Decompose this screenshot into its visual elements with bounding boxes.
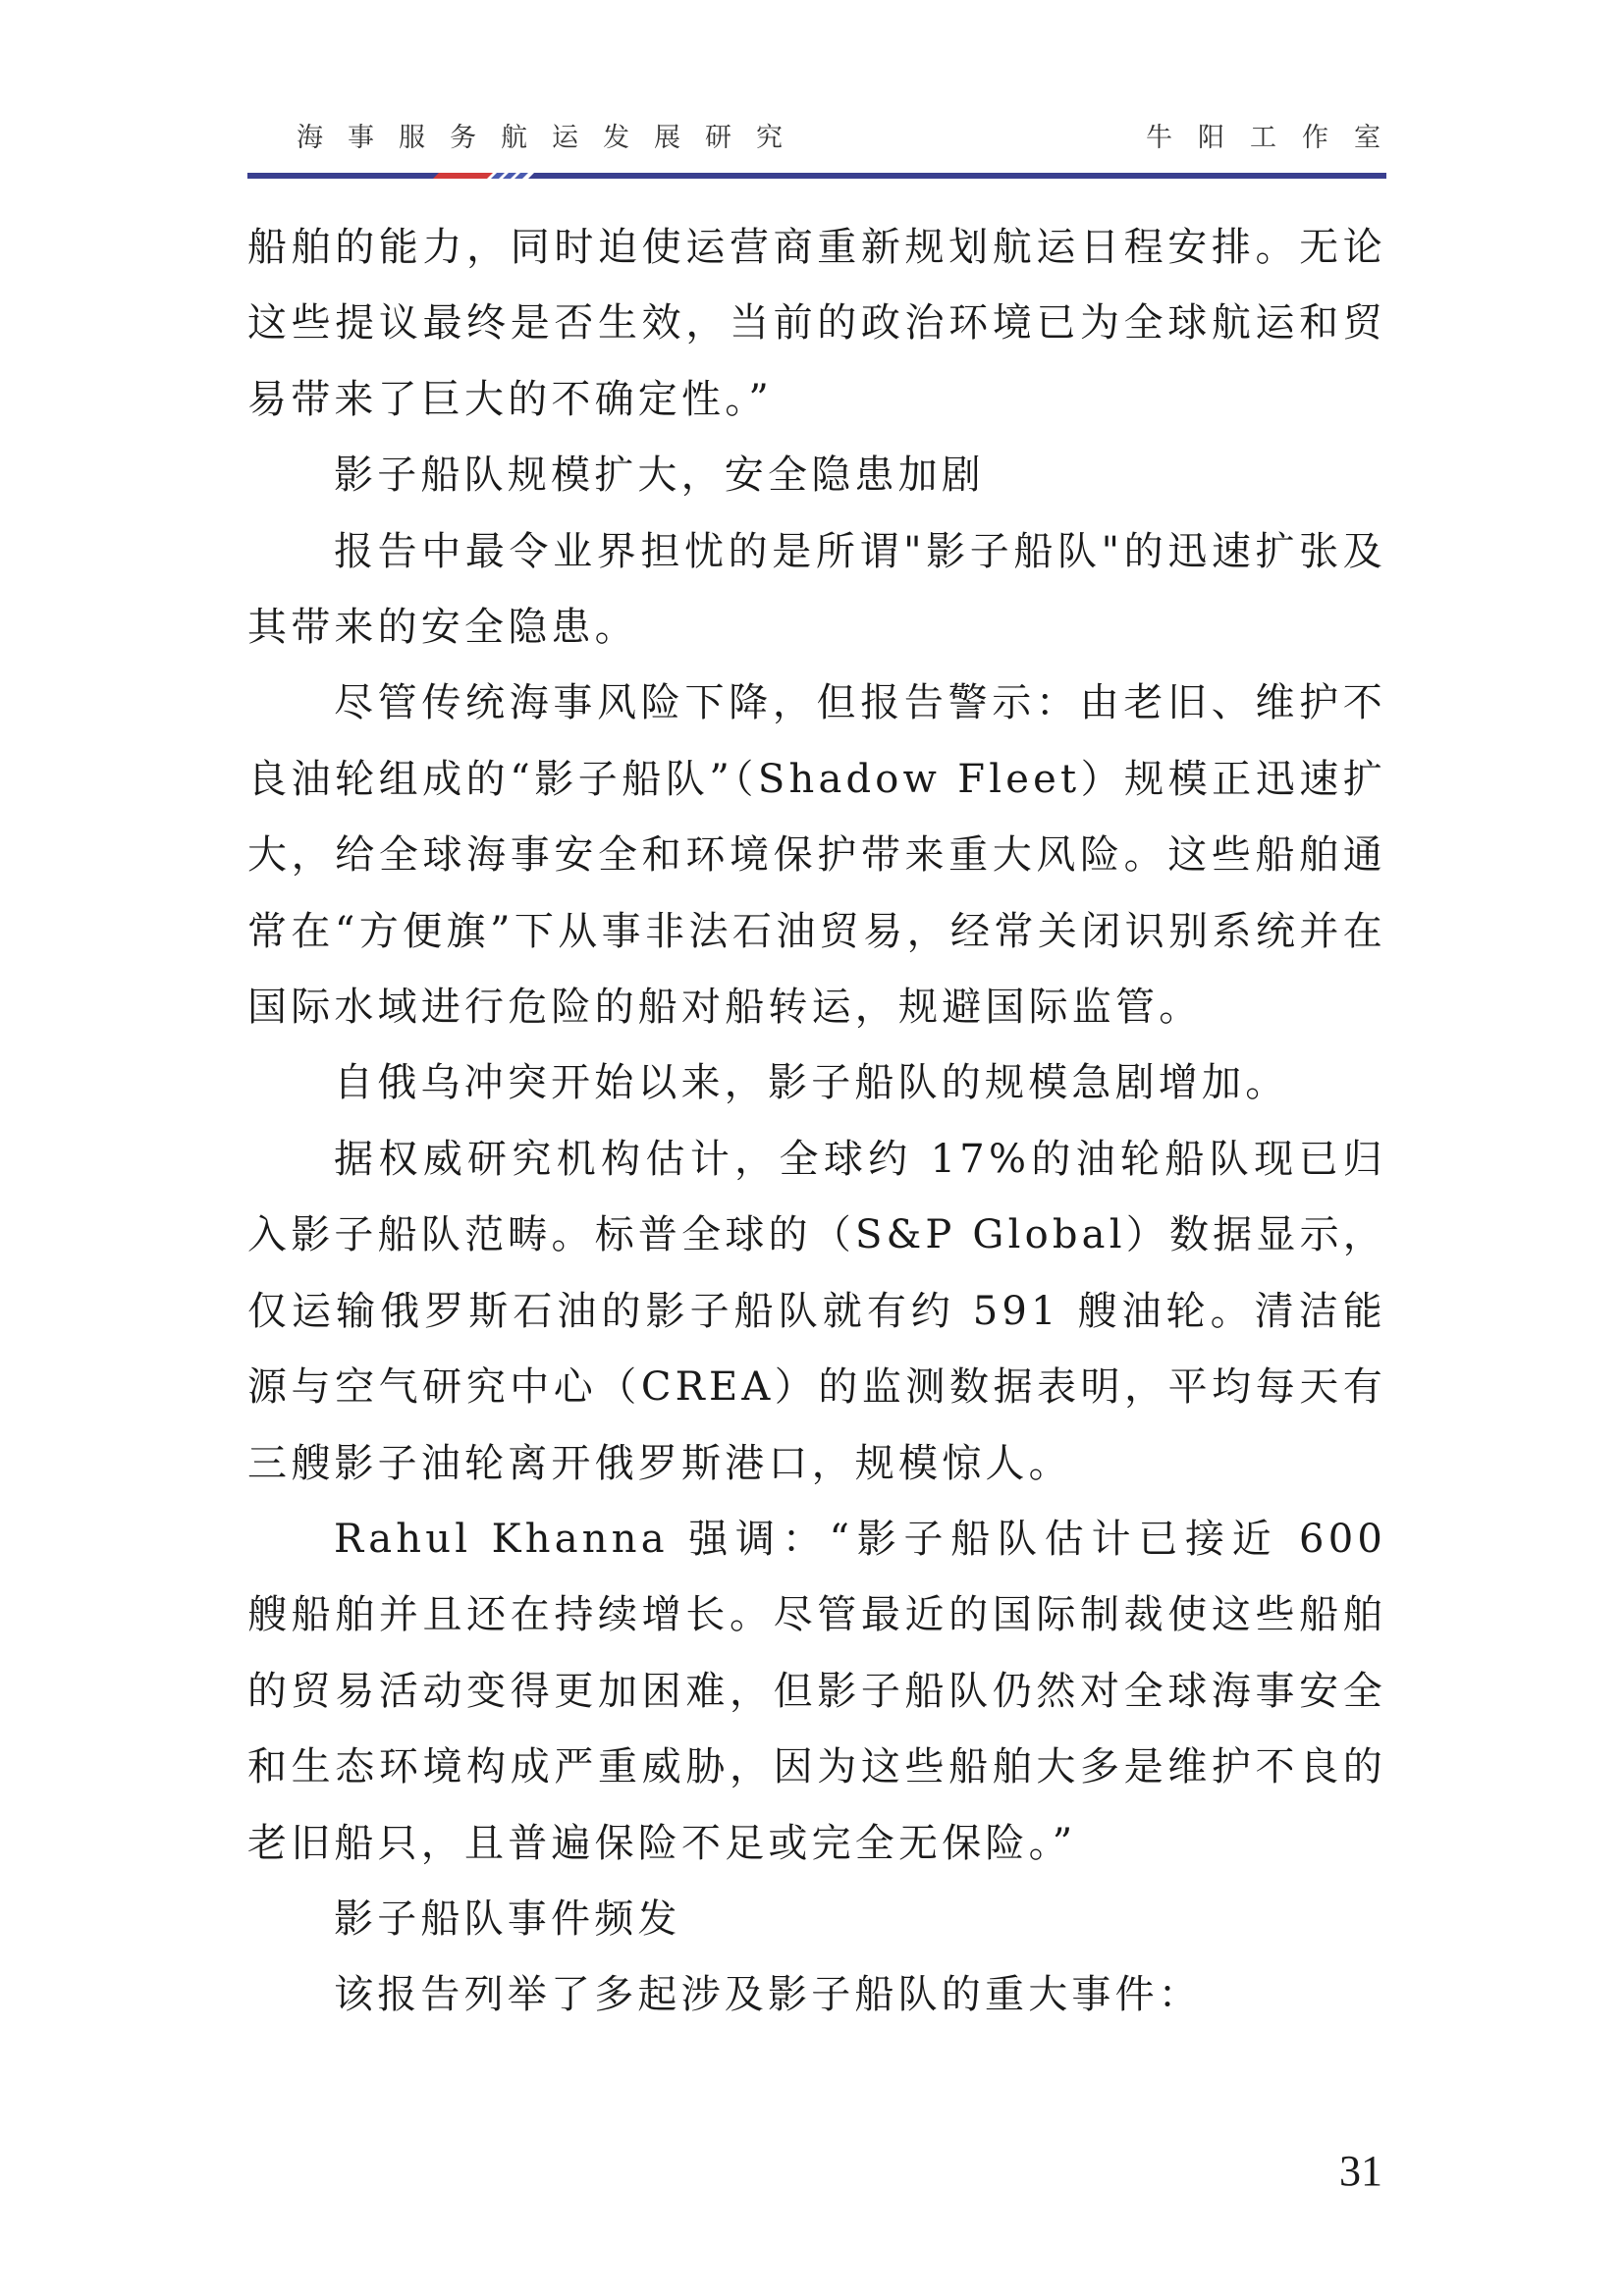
header-rule-red-segment — [433, 173, 493, 179]
paragraph: 尽管传统海事风险下降，但报告警示：由老旧、维护不良油轮组成的“影子船队”（Shadow Fleet）规模正迅速扩大，给全球海事安全和环境保护带来重大风险。这些船舶通常在“方便旗”下从事非法石油贸易，经常关闭识别系统并在国际水域进行危险的船对船转运，规避国际监管。 — [247, 680, 1386, 1031]
header-left-title: 海事服务航运发展研究 — [297, 123, 807, 153]
header-rule — [247, 173, 1386, 179]
page-number: 31 — [1339, 2147, 1382, 2195]
paragraph: 据权威研究机构估计，全球约 17%的油轮船队现已归入影子船队范畴。标普全球的（S&P Global）数据显示，仅运输俄罗斯石油的影子船队就有约 591 艘油轮。清洁能源与空气研究中心（CREA）的监测数据表明，平均每天有三艘影子油轮离开俄罗斯港口，规模惊人。 — [247, 1136, 1386, 1486]
paragraph: Rahul Khanna 强调：“影子船队估计已接近 600 艘船舶并且还在持续增长。尽管最近的国际制裁使这些船舶的贸易活动变得更加困难，但影子船队仍然对全球海事安全和生态环境构成严重威胁，因为这些船舶大多是维护不良的老旧船只，且普遍保险不足或完全无保险。” — [247, 1516, 1386, 1866]
paragraph: 该报告列举了多起涉及影子船队的重大事件： — [334, 1972, 1202, 2018]
paragraph: 船舶的能力，同时迫使运营商重新规划航运日程安排。无论这些提议最终是否生效，当前的政治环境已为全球航运和贸易带来了巨大的不确定性。” — [247, 225, 1386, 422]
running-header — [247, 116, 1406, 155]
header-rule-graphic — [247, 173, 1386, 179]
header-rule-left-segment — [247, 173, 439, 179]
header-right-title: 牛阳工作室 — [1146, 123, 1406, 153]
header-rule-stripe — [491, 173, 505, 179]
paragraph: 自俄乌冲突开始以来，影子船队的规模急剧增加。 — [334, 1060, 1289, 1106]
header-rule-right-segment — [528, 173, 1386, 179]
paragraph: 报告中最令业界担忧的是所谓"影子船队"的迅速扩张及其带来的安全隐患。 — [247, 528, 1386, 651]
paragraph: 影子船队事件频发 — [334, 1896, 681, 1942]
body-text — [247, 210, 1386, 2034]
header-rule-stripe — [514, 173, 528, 179]
paragraph: 影子船队规模扩大，安全隐患加剧 — [334, 453, 985, 499]
header-rule-stripe — [503, 173, 516, 179]
